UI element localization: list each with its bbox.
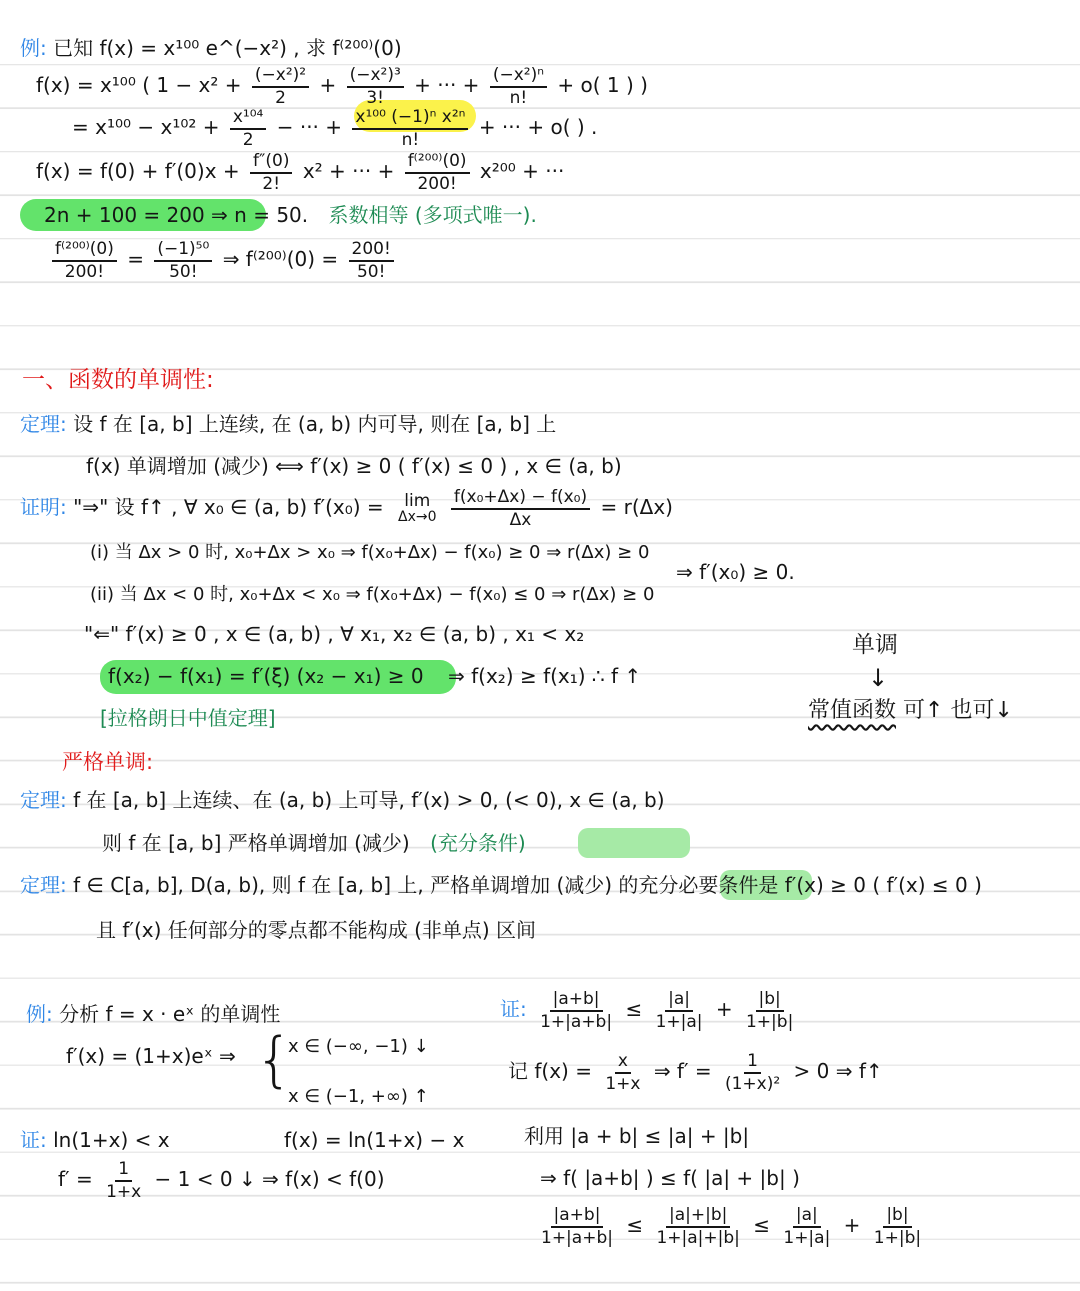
example-label: 例: xyxy=(20,36,47,60)
proof-line-a xyxy=(20,488,673,529)
frac-denominator: 3! xyxy=(366,87,384,108)
frac-numerator: (−x²)³ xyxy=(347,66,404,88)
proof-case-result: ⇒ f′(x₀) ≥ 0. xyxy=(676,560,795,584)
proof-label: 证: xyxy=(500,997,527,1022)
ex3-fdef: f(x) = ln(1+x) − x xyxy=(284,1128,465,1152)
thm2-line-b xyxy=(102,831,526,855)
ex4-implies: ⇒ f( |a+b| ) ≤ f( |a| + |b| ) xyxy=(540,1166,800,1190)
side-note-monotone: 单调 xyxy=(852,632,898,658)
ex4-let-line xyxy=(508,1052,883,1093)
ex1-line3-mid: − ··· + xyxy=(276,115,343,140)
proof-mvt-tail: ⇒ f(x₂) ≥ f(x₁) ∴ f ↑ xyxy=(447,664,642,688)
ex1-frac-t3 xyxy=(347,66,404,107)
ex4-frac-e xyxy=(538,1206,616,1247)
ex1-frac-r1 xyxy=(52,240,117,281)
frac-denominator: 1+|b| xyxy=(873,1227,922,1248)
ex1-result-implies: ⇒ f⁽²⁰⁰⁾(0) = xyxy=(222,247,339,272)
ex4-let-mid: ⇒ f′ = xyxy=(653,1059,712,1084)
frac-denominator: 200! xyxy=(417,173,457,194)
ex1-statement: 已知 f(x) = x¹⁰⁰ e^(−x²) , 求 f⁽²⁰⁰⁾(0) xyxy=(53,36,402,60)
ex1-line4-mid: x² + ··· + xyxy=(302,159,395,184)
frac-numerator: |b| xyxy=(883,1206,911,1228)
frac-denominator: 1+|a+b| xyxy=(541,1227,613,1248)
ex2-case-b: x ∈ (−1, +∞) ↑ xyxy=(288,1086,429,1107)
frac-numerator: |a| xyxy=(793,1206,821,1228)
side-note-arrow: ↓ xyxy=(868,664,889,692)
ex3-line xyxy=(20,1128,170,1152)
ex4-plus: + xyxy=(715,997,733,1022)
frac-denominator: 1+|a|+|b| xyxy=(656,1227,740,1248)
ex1-equation: 2n + 100 = 200 ⇒ n = 50. xyxy=(44,203,309,227)
ex1-plus: + xyxy=(319,73,337,98)
strict-title: 严格单调: xyxy=(62,750,154,774)
thm1-line-a xyxy=(20,412,556,436)
ex2-case-a: x ∈ (−∞, −1) ↓ xyxy=(288,1036,429,1057)
side-note-constant: 常值函数 xyxy=(808,698,897,723)
ex1-line3-tail: + ··· + o( ) . xyxy=(478,115,598,140)
mvt-note: [拉格朗日中值定理] xyxy=(100,706,276,730)
frac-denominator: 50! xyxy=(169,261,198,282)
proof-difference-quotient xyxy=(451,488,590,529)
frac-denominator: 1+|a| xyxy=(655,1011,703,1032)
thm1-label: 定理: xyxy=(20,412,67,436)
example-label: 例: xyxy=(26,1002,53,1026)
ex2-brace: { xyxy=(255,1025,294,1095)
proof-text-a-tail: = r(Δx) xyxy=(600,495,673,520)
ex4-let-tail: > 0 ⇒ f↑ xyxy=(793,1059,883,1084)
ex3-fp: f′ = xyxy=(58,1167,93,1192)
ex4-frac-g xyxy=(780,1206,833,1247)
frac-numerator: 1 xyxy=(744,1052,761,1074)
thm3-text-a-tail: 条件是 f′(x) ≥ 0 ( f′(x) ≤ 0 ) xyxy=(718,873,982,897)
ex4-frac-b xyxy=(653,990,706,1031)
ex1-frac-x104 xyxy=(230,108,267,149)
frac-numerator: f″(0) xyxy=(250,152,292,174)
ex1-dots: + ··· + xyxy=(414,73,480,98)
ex1-result-eq: = xyxy=(127,247,144,272)
ex1-frac-general-term xyxy=(352,108,468,149)
thm2-text-b: 则 f 在 [a, b] 严格单调增加 (减少) xyxy=(102,831,410,855)
proof-label: 证明: xyxy=(20,495,67,520)
thm3-text-a: f ∈ C[a, b], D(a, b), 则 f 在 [a, b] 上, 严格单调增加 (减少) 的 xyxy=(73,873,639,897)
ex4-frac-c xyxy=(743,990,796,1031)
frac-denominator: Δx xyxy=(509,509,532,530)
ex1-coeff-line xyxy=(44,203,537,227)
ex4-le3: ≤ xyxy=(753,1213,771,1238)
frac-denominator: 1+x xyxy=(605,1073,641,1094)
ex1-statement-line xyxy=(20,36,402,60)
frac-numerator: (−x²)² xyxy=(252,66,309,88)
ex1-tail: + o( 1 ) ) xyxy=(557,73,648,98)
frac-numerator: f(x₀+Δx) − f(x₀) xyxy=(451,488,590,510)
frac-denominator: 200! xyxy=(64,261,105,282)
ex4-frac-f xyxy=(653,1206,742,1247)
ex1-result-line xyxy=(48,240,398,281)
frac-numerator: f⁽²⁰⁰⁾(0) xyxy=(52,240,117,262)
thm3-highlight: 充分必要 xyxy=(638,873,719,897)
ex4-final-line xyxy=(534,1206,928,1247)
proof-mvt: f(x₂) − f(x₁) = f′(ξ) (x₂ − x₁) ≥ 0 xyxy=(108,664,424,688)
ex2-line xyxy=(26,1002,280,1026)
ex4-use: 利用 |a + b| ≤ |a| + |b| xyxy=(524,1124,750,1148)
ex4-le2: ≤ xyxy=(626,1213,644,1238)
ex4-frac-a xyxy=(537,990,615,1031)
ex4-plus2: + xyxy=(843,1213,861,1238)
frac-numerator: |a| xyxy=(665,990,693,1012)
thm2-note: (充分条件) xyxy=(430,831,526,855)
highlight-sufficient xyxy=(578,828,690,858)
lim-word: lim xyxy=(404,490,431,511)
proof-text-a: "⇒" 设 f↑ , ∀ x₀ ∈ (a, b) f′(x₀) = xyxy=(73,495,384,520)
ex3-fp-tail: − 1 < 0 ↓ ⇒ f(x) < f(0) xyxy=(154,1167,385,1192)
ex1-expanded-line xyxy=(72,108,597,149)
ex1-line2-lhs: f(x) = x¹⁰⁰ ( 1 − x² + xyxy=(36,73,242,98)
proof-mvt-line xyxy=(108,664,641,688)
frac-denominator: (1+x)² xyxy=(724,1073,781,1094)
frac-denominator: n! xyxy=(509,87,528,108)
proof-case-2: (ii) 当 Δx < 0 时, x₀+Δx < x₀ ⇒ f(x₀+Δx) − f(x₀) ≤ 0 ⇒ r(Δx) ≥ 0 xyxy=(90,584,655,605)
ex1-frac-200 xyxy=(405,152,470,193)
ex1-coeff-note: 系数相等 (多项式唯一). xyxy=(328,203,537,227)
frac-numerator: (−x²)ⁿ xyxy=(490,66,547,88)
frac-denominator: 2 xyxy=(242,129,254,150)
frac-denominator: 50! xyxy=(356,261,386,282)
frac-numerator: (−1)⁵⁰ xyxy=(154,240,212,262)
ex1-frac-second xyxy=(250,152,292,193)
frac-denominator: 1+|a| xyxy=(783,1227,831,1248)
side-note-constant-line xyxy=(808,698,1013,724)
frac-denominator: 2! xyxy=(262,173,281,194)
frac-numerator: |a|+|b| xyxy=(666,1206,730,1228)
frac-numerator: x¹⁰⁴ xyxy=(230,108,267,130)
ex1-frac-t2 xyxy=(252,66,309,107)
ex4-statement xyxy=(500,990,800,1031)
thm1-line-b: f(x) 单调增加 (减少) ⟺ f′(x) ≥ 0 ( f′(x) ≤ 0 ) , x ∈ (a, b) xyxy=(86,454,622,478)
frac-numerator: |a+b| xyxy=(550,990,603,1012)
ex4-le: ≤ xyxy=(625,997,643,1022)
ex1-maclaurin-line xyxy=(36,152,564,193)
ex4-frac-d xyxy=(722,1052,783,1093)
frac-numerator: 1 xyxy=(115,1160,132,1182)
ex2-text: 分析 f = x · eˣ 的单调性 xyxy=(59,1002,281,1026)
thm3-line-a xyxy=(20,873,982,897)
ex3-frac xyxy=(103,1160,144,1201)
frac-numerator: |b| xyxy=(756,990,784,1012)
frac-numerator: |a+b| xyxy=(551,1206,604,1228)
thm1-text-a: 设 f 在 [a, b] 上连续, 在 (a, b) 内可导, 则在 [a, b] 上 xyxy=(73,412,557,436)
ex1-line4-lhs: f(x) = f(0) + f′(0)x + xyxy=(36,159,240,184)
thm2-label: 定理: xyxy=(20,788,67,812)
frac-numerator: 200! xyxy=(349,240,394,262)
frac-denominator: 1+|b| xyxy=(745,1011,794,1032)
ex4-frac-h xyxy=(871,1206,924,1247)
ex3-inequality: ln(1+x) < x xyxy=(53,1128,170,1152)
thm3-label: 定理: xyxy=(20,873,67,897)
proof-lim xyxy=(398,492,437,526)
ex1-frac-r3 xyxy=(349,240,394,281)
ex4-let: 记 f(x) = xyxy=(508,1059,592,1084)
ex2-derivative: f′(x) = (1+x)eˣ ⇒ xyxy=(66,1044,236,1068)
frac-denominator: 2 xyxy=(275,87,286,108)
ex1-frac-tn xyxy=(490,66,547,107)
lim-subscript: Δx→0 xyxy=(398,509,437,526)
thm3-line-b: 且 f′(x) 任何部分的零点都不能构成 (非单点) 区间 xyxy=(96,918,537,942)
frac-denominator: n! xyxy=(401,129,420,150)
frac-numerator: x xyxy=(615,1052,631,1074)
proof-converse: "⇐" f′(x) ≥ 0 , x ∈ (a, b) , ∀ x₁, x₂ ∈ (a, b) , x₁ < x₂ xyxy=(84,622,585,646)
frac-numerator: f⁽²⁰⁰⁾(0) xyxy=(405,152,470,174)
ex4-frac-x xyxy=(602,1052,643,1093)
thm2-text-a: f 在 [a, b] 上连续、在 (a, b) 上可导, f′(x) > 0, (< 0), x ∈ (a, b) xyxy=(73,788,665,812)
proof-case-1: (i) 当 Δx > 0 时, x₀+Δx > x₀ ⇒ f(x₀+Δx) − f(x₀) ≥ 0 ⇒ r(Δx) ≥ 0 xyxy=(90,542,650,563)
proof-label: 证: xyxy=(20,1128,47,1152)
side-note-rest: 可↑ 也可↓ xyxy=(903,698,1013,723)
frac-denominator: 1+x xyxy=(106,1181,142,1202)
ex3-derivative-line xyxy=(58,1160,385,1201)
ex1-line3-lhs: = x¹⁰⁰ − x¹⁰² + xyxy=(72,115,220,140)
frac-numerator: x¹⁰⁰ (−1)ⁿ x²ⁿ xyxy=(352,108,468,130)
ex1-taylor-line xyxy=(36,66,648,107)
ex1-line4-tail: x²⁰⁰ + ··· xyxy=(479,159,565,184)
thm2-line-a xyxy=(20,788,665,812)
ex1-frac-r2 xyxy=(154,240,212,281)
frac-denominator: 1+|a+b| xyxy=(540,1011,613,1032)
section-title: 一、函数的单调性: xyxy=(22,367,214,393)
